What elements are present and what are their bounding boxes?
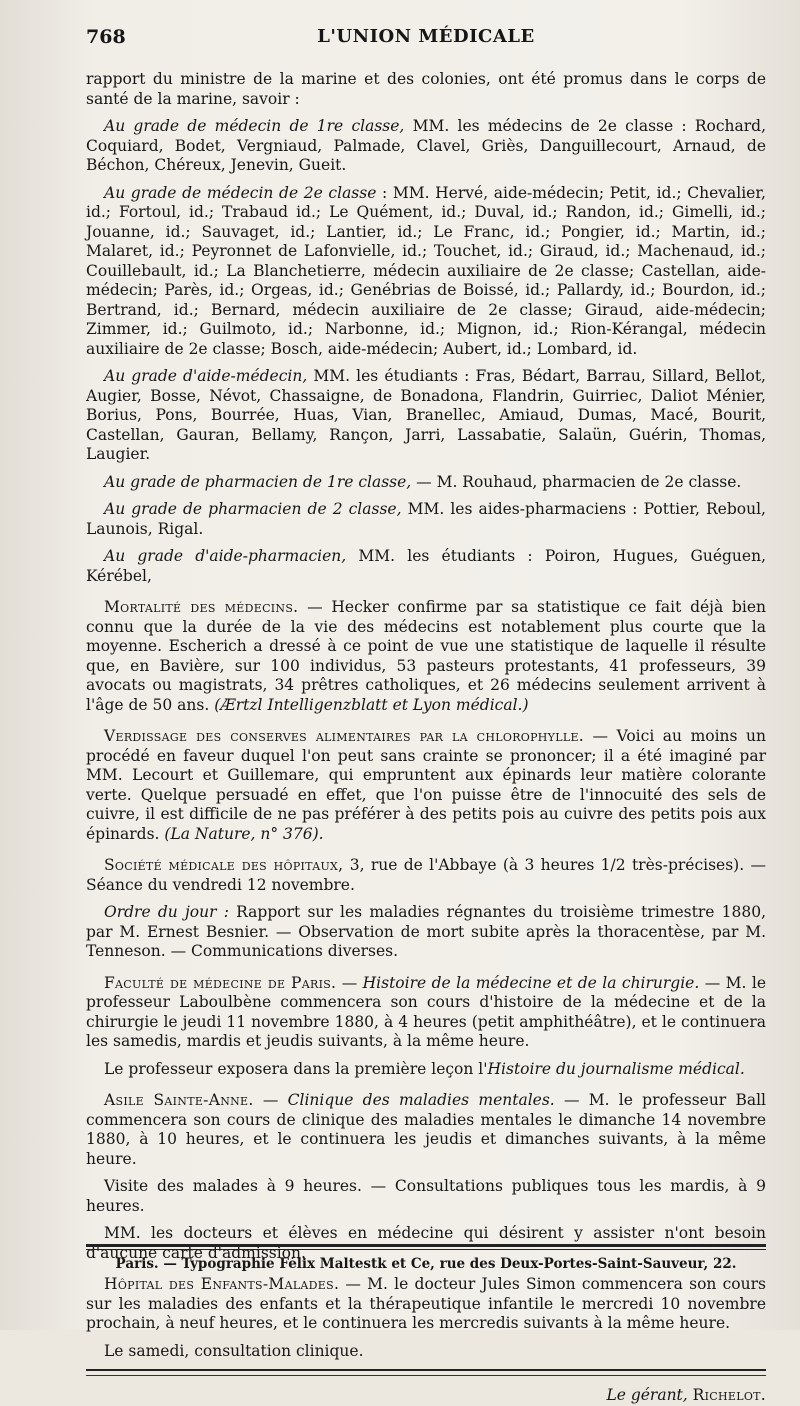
ordre-lead: Ordre du jour : [104, 903, 229, 921]
section-title: Société médicale des hôpitaux, [104, 856, 344, 874]
faculte-section: Faculté de médecine de Paris. — Histoire de la médecine et de la chirurgie. — M. le professeur Laboulbène commencera son cours d'histoire de la médecine et de la chirurgie le jeudi 11 novembre 1880, à 4 heures (petit amphithéâtre), et le continuera les samedis, mardis et jeudis suivants, à la même heure. [86, 973, 766, 1050]
section-subtitle: Histoire de la médecine et de la chirurgie. [362, 973, 700, 992]
ordre-text: Rapport sur les maladies régnantes du troisième trimestre 1880, par M. Ernest Besnier. — Observation de mort subite après la thoracentèse, par M. Tenneson. — Communications diverses. [86, 903, 766, 960]
promotion-text: MM. les étudiants : Poiron, Hugues, Guéguen, Kérébel, [86, 547, 766, 585]
article-body [86, 70, 766, 1406]
section-text: — Voici au moins un procédé en faveur duquel l'on peut sans crainte se prononcer; il a été imaginé par MM. Lecourt et Guillemare, qui empruntent aux épinards leur matière colorante verte. Quelque persuadé en effet, que l'on puisse être de l'innocuité des sels de cuivre, il est difficile de ne pas préférer à des petits pois au cuivre des petits pois aux épinards. [86, 727, 766, 843]
footer-divider [86, 1249, 766, 1250]
page-number: 768 [86, 26, 126, 48]
promotion-lead: Au grade de médecin de 2e classe [104, 183, 377, 202]
printer-imprint: Paris. — Typographie Félix Maltestk et Ce, rue des Deux-Portes-Saint-Sauveur, 22. [115, 1256, 737, 1272]
promotion-medecin-2 [86, 184, 766, 360]
hopital-section [86, 1275, 766, 1334]
section-title: Verdissage des conserves alimentaires par la chlorophylle. [104, 727, 585, 745]
lecon-text: Le professeur exposera dans la première leçon l' [104, 1059, 488, 1078]
section-title: Faculté de médecine de Paris. [104, 973, 337, 992]
promotion-lead: Au grade de pharmacien de 2 classe, [104, 500, 402, 518]
section-title: Asile Sainte-Anne. [104, 1091, 254, 1109]
promotion-text: — M. Rouhaud, pharmacien de 2e classe. [411, 472, 742, 491]
section-text: — Hecker confirme par sa statistique ce fait déjà bien connu que la durée de la vie des médecins est notablement plus courte que la moyenne. Escherich a dressé à ce point de vue une statistique de laquelle il résulte que, en Bavière, sur 100 individus, 53 pasteurs protestants, 41 professeurs, 39 avocats ou magistrats, 34 prêtres catholiques, et 26 médecins seulement arrivent à l'âge de 50 ans. [86, 598, 766, 714]
section-title: Hôpital des Enfants-Malades. [104, 1275, 340, 1293]
promotion-lead: Au grade de pharmacien de 1re classe, [104, 472, 412, 491]
section-source: (Ærtzl Intelligenzblatt et Lyon médical.) [209, 695, 529, 714]
promotion-medecin-1 [86, 117, 766, 176]
faculte-lecon [86, 1060, 766, 1080]
promotion-lead: Au grade d'aide-médecin, [104, 367, 308, 385]
promotion-text: MM. les étudiants : Fras, Bédart, Barrau, Sillard, Bellot, Augier, Bosse, Névot, Chassaigne, de Bonadona, Flandrin, Guirriec, Daliot Ménier, Borius, Pons, Bourrée, Huas, Vian, Branellec, Amiaud, Dumas, Macé, Bourit, Castellan, Gauran, Bellamy, Rançon, Jarri, Lassabatie, Salaün, Guérin, Thomas, Laugier. [86, 367, 766, 463]
verdissage-section [86, 727, 766, 844]
footer-divider [86, 1244, 766, 1247]
section-title: Mortalité des médecins. [104, 598, 299, 616]
ordre-du-jour [86, 903, 766, 962]
asile-admission: MM. les docteurs et élèves en médecine qui désirent y assister n'ont besoin d'aucune carte d'admission. [86, 1224, 766, 1262]
section-text: 3, rue de l'Abbaye (à 3 heures 1/2 très-précises). — Séance du vendredi 12 novembre. [86, 856, 766, 894]
promotion-aide-pharmacien [86, 547, 766, 586]
promotion-aide-medecin [86, 367, 766, 465]
hopital-samedi: Le samedi, consultation clinique. [104, 1341, 364, 1360]
mortalite-section [86, 598, 766, 715]
section-source: (La Nature, n° 376). [159, 824, 324, 843]
page-header [86, 24, 766, 54]
societe-section [86, 856, 766, 895]
promotion-pharmacien-2 [86, 500, 766, 539]
asile-section: Asile Sainte-Anne. — Clinique des maladies mentales. — M. le professeur Ball commencera son cours de clinique des maladies mentales le dimanche 14 novembre 1880, à 10 heures, et le continuera les jeudis et dimanches suivants, à la même heure. [86, 1091, 767, 1168]
asile-visite: Visite des malades à 9 heures. — Consultations publiques tous les mardis, à 9 heures. [86, 1177, 766, 1215]
section-text: — M. le professeur Laboulbène commencera son cours d'histoire de la médecine et de la chirurgie le jeudi 11 novembre 1880, à 4 heures (petit amphithéâtre), et le continuera les samedis, mardis et jeudis suivants, à la même heure. [86, 973, 766, 1050]
section-subtitle: Clinique des maladies mentales. [287, 1091, 555, 1109]
divider [86, 1369, 766, 1371]
promotion-pharmacien-1 [86, 473, 766, 493]
promotion-text: MM. les aides-pharmaciens : Pottier, Reboul, Launois, Rigal. [86, 500, 766, 538]
promotion-lead: Au grade de médecin de 1re classe, [104, 117, 405, 135]
promotion-text: MM. les médecins de 2e classe : Rochard, Coquiard, Bodet, Vergniaud, Palmade, Clavel, Griès, Danguillecourt, Arnaud, de Béchon, Chéreux, Jenevin, Gueit. [86, 117, 767, 174]
promotion-text: : MM. Hervé, aide-médecin; Petit, id.; Chevalier, id.; Fortoul, id.; Trabaud id.; Le Quément, id.; Duval, id.; Randon, id.; Gimelli, id.; Jouanne, id.; Sauvaget, id.; Lantier, id.; Le Franc, id.; Pongier, id.; Martin, id.; Malaret, id.; Peyronnet de Lafonvielle, id.; Touchet, id.; Giraud, id.; Machenaud, id.; Couillebault, id.; La Blanchetierre, médecin auxiliaire de 2e classe; Castellan, aide-médecin; Parès, id.; Orgeas, id.; Genébrias de Boissé, id.; Pallardy, id.; Bourdon, id.; Bertrand, id.; Bernard, médecin auxiliaire de 2e classe; Giraud, aide-médecin; Zimmer, id.; Guilmoto, id.; Narbonne, id.; Mignon, id.; Rion-Kérangal, médecin auxiliaire de 2e classe; Bosch, aide-médecin; Aubert, id.; Lombard, id. [86, 183, 766, 358]
divider [86, 1375, 766, 1376]
signature-label: Le gérant, [606, 1386, 688, 1404]
journal-title: L'UNION MÉDICALE [317, 26, 535, 47]
signature-name: Richelot. [692, 1386, 766, 1404]
section-text: — M. le docteur Jules Simon commencera son cours sur les maladies des enfants et la thérapeutique infantile le mercredi 10 novembre prochain, à neuf heures, et le continuera les mercredis suivants à la même heure. [86, 1275, 766, 1332]
promotion-lead: Au grade d'aide-pharmacien, [104, 547, 347, 565]
signature [86, 1386, 766, 1406]
intro-paragraph: rapport du ministre de la marine et des colonies, ont été promus dans le corps de santé de la marine, savoir : [86, 70, 766, 108]
section-text: — M. le professeur Ball commencera son cours de clinique des maladies mentales le dimanche 14 novembre 1880, à 10 heures, et le continuera les jeudis et dimanches suivants, à la même heure. [86, 1091, 767, 1168]
lecon-title: Histoire du journalisme médical. [487, 1059, 745, 1078]
